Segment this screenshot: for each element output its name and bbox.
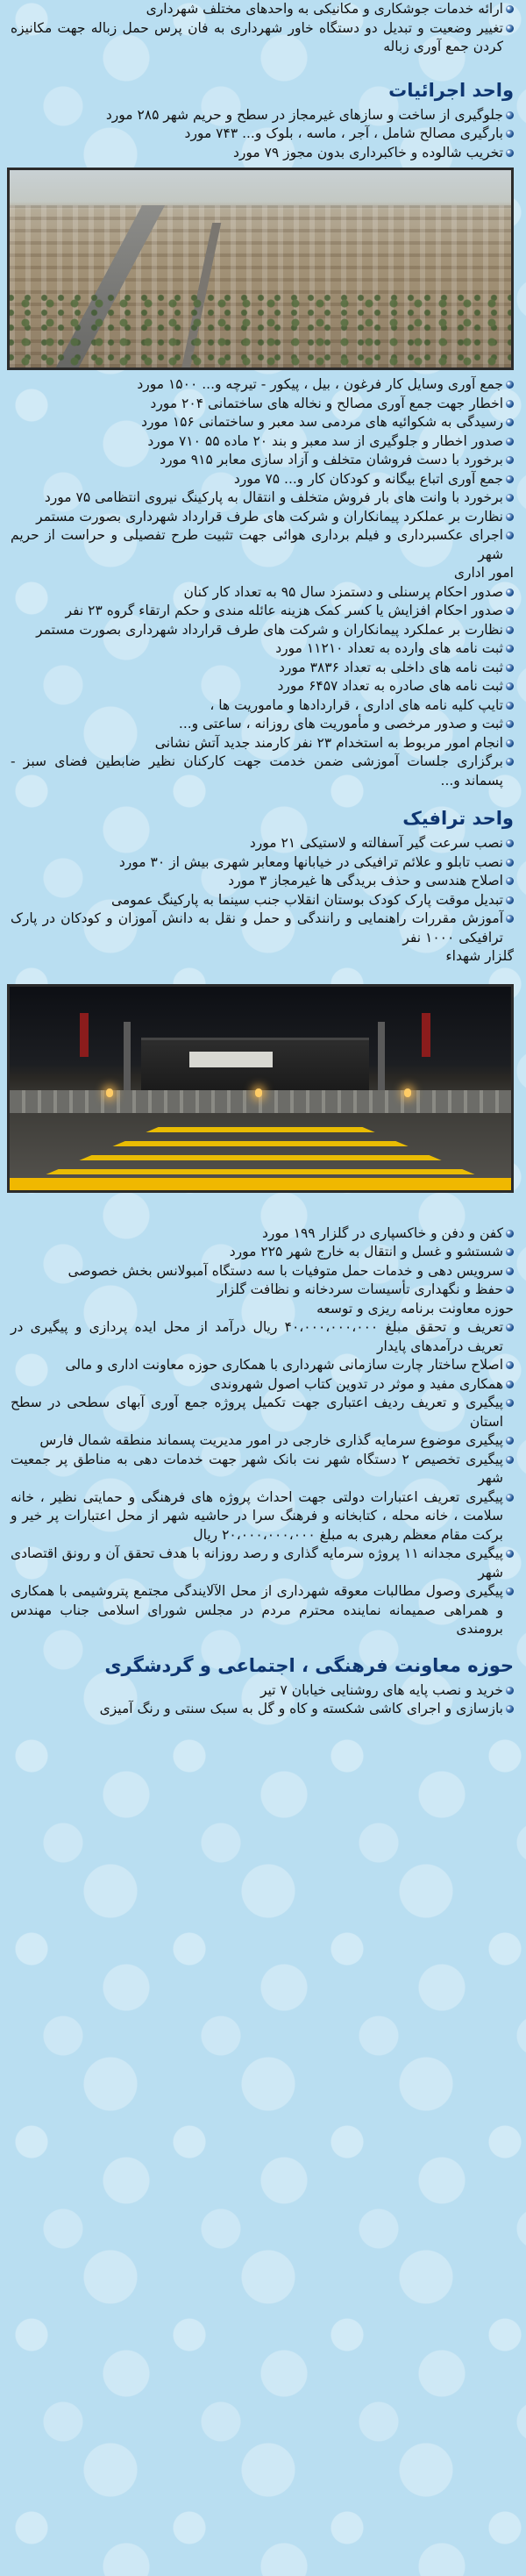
enforcement-list — [11, 375, 514, 564]
list-item: جلوگیری از ساخت و سازهای غیرمجاز در سطح و حریم شهر ۲۸۵ مورد — [11, 106, 514, 125]
list-item: پیگیری وصول مطالبات معوقه شهرداری از محل الآلایندگی مجتمع پتروشیمی با همکاری و همراهی صمیمانه نماینده محترم مردم در مجلس شورای اسلامی جناب مهندس برومندی — [11, 1582, 514, 1639]
list-item: برخورد با دست فروشان متخلف و آزاد سازی معابر ۹۱۵ مورد — [11, 451, 514, 470]
service-list — [11, 0, 514, 57]
list-item: ثبت نامه های صادره به تعداد ۶۴۵۷ مورد — [11, 677, 514, 696]
list-item: ثبت نامه های وارده به تعداد ۱۱۲۱۰ مورد — [11, 639, 514, 659]
list-item: پیگیری تعریف اعتبارات دولتی جهت احداث پروژه های فرهنگی و حمایتی نظیر ، خانه سلامت ، خانه محله ، کتابخانه و فرهنگ سرا در حاشیه شهر از محل اعتبارات پر خیر و برکت مقام معظم رهبری به مبلغ ۲۰،۰۰۰،۰۰۰،۰۰۰ ریال — [11, 1488, 514, 1545]
list-item: تخریب شالوده و خاکبرداری بدون مجوز ۷۹ مورد — [11, 144, 514, 163]
enforcement-list-top — [11, 106, 514, 163]
list-item: پیگیری و تعریف ردیف اعتباری جهت تکمیل پروژه جمع آوری آبهای سطحی در سطح استان — [11, 1394, 514, 1431]
list-item: حفظ و نگهداری تأسیسات سردخانه و نظافت گلزار — [11, 1281, 514, 1300]
planning-subheading: حوزه معاونت برنامه ریزی و توسعه — [316, 1300, 514, 1317]
list-item: پیگیری موضوع سرمایه گذاری خارجی در امور مدیریت پسماند منطقه شمال فارس — [11, 1431, 514, 1451]
traffic-list — [11, 834, 514, 947]
list-item: جمع آوری اتباع بیگانه و کودکان کار و... ۷۵ مورد — [11, 470, 514, 489]
list-item: نظارت بر عملکرد پیمانکاران و شرکت های طرف قرارداد شهرداری بصورت مستمر — [11, 621, 514, 640]
aerial-city-photo — [7, 168, 514, 370]
list-item: برگزاری جلسات آموزشی ضمن خدمت جهت کارکنان نظیر ضابطین فضای سبز - پسماند و... — [11, 753, 514, 790]
planning-list — [11, 1318, 514, 1639]
list-item: صدور اخطار و جلوگیری از سد معبر و بند ۲۰ ماده ۵۵ ۷۱۰ مورد — [11, 432, 514, 452]
list-item: اصلاح ساختار چارت سازمانی شهرداری با همکاری حوزه معاونت اداری و مالی — [11, 1356, 514, 1375]
list-item: صدور احکام پرسنلی و دستمزد سال ۹۵ به تعداد کار کنان — [11, 583, 514, 603]
list-item: انجام امور مربوط به استخدام ۲۳ نفر کارمند جدید آتش نشانی — [11, 734, 514, 753]
list-item: رسیدگی به شکوائیه های مردمی سد معبر و ساختمانی ۱۵۶ مورد — [11, 413, 514, 432]
list-item: جمع آوری وسایل کار فرغون ، بیل ، پیکور - تیرچه و... ۱۵۰۰ مورد — [11, 375, 514, 395]
list-item: بازسازی و اجرای کاشی شکسته و کاه و گل به سبک سنتی و رنگ آمیزی — [11, 1700, 514, 1719]
section-heading-culture: حوزه معاونت فرهنگی ، اجتماعی و گردشگری — [104, 1654, 514, 1676]
section-heading-traffic: واحد ترافیک — [402, 808, 514, 829]
list-item: اصلاح هندسی و حذف بریدگی ها غیرمجاز ۳ مورد — [11, 872, 514, 891]
list-item: پیگیری مجدانه ۱۱ پروژه سرمایه گذاری و رصد روزانه با هدف تحقق آن و رونق اقتصادی شهر — [11, 1545, 514, 1582]
crosswalk-night-photo — [7, 984, 514, 1193]
list-item: بارگیری مصالح شامل ، آجر ، ماسه ، بلوک و... ۷۴۳ مورد — [11, 125, 514, 144]
golzar-subheading: گلزار شهداء — [445, 948, 514, 964]
golzar-list — [11, 1224, 514, 1300]
list-item: اخطار جهت جمع آوری مصالح و نخاله های ساختمانی ۲۰۴ مورد — [11, 395, 514, 414]
list-item: نصب تابلو و علائم ترافیکی در خیابانها ومعابر شهری بیش از ۳۰ مورد — [11, 853, 514, 873]
list-item: نظارت بر عملکرد پیمانکاران و شرکت های طرف قرارداد شهرداری بصورت مستمر — [11, 508, 514, 527]
list-item: شستشو و غسل و انتقال به خارج شهر ۲۲۵ مورد — [11, 1243, 514, 1262]
section-heading-enforcement: واحد اجرائیات — [388, 79, 514, 101]
admin-subheading: امور اداری — [453, 565, 514, 581]
list-item: خرید و نصب پایه های روشنایی خیابان ۷ تیر — [11, 1681, 514, 1701]
list-item: سرویس دهی و خدمات حمل متوفیات با سه دستگاه آمبولانس بخش خصوصی — [11, 1262, 514, 1281]
list-item: ارائه خدمات جوشکاری و مکانیکی به واحدهای مختلف شهرداری — [11, 0, 514, 19]
list-item: برخورد با وانت های بار فروش متخلف و انتقال به پارکینگ نیروی انتظامی ۷۵ مورد — [11, 489, 514, 508]
culture-list — [11, 1681, 514, 1719]
list-item: کفن و دفن و خاکسپاری در گلزار ۱۹۹ مورد — [11, 1224, 514, 1244]
list-item: تایپ کلیه نامه های اداری ، قراردادها و ماموریت ها ، — [11, 696, 514, 716]
admin-list — [11, 583, 514, 791]
list-item: همکاری مفید و موثر در تدوین کتاب اصول شهروندی — [11, 1375, 514, 1395]
list-item: صدور احکام افزایش یا کسر کمک هزینه عائله مندی و حکم ارتقاء گروه ۲۳ نفر — [11, 602, 514, 621]
list-item: آموزش مقررات راهنمایی و رانندگی و حمل و نقل به دانش آموزان و کودکان در پارک ترافیکی ۱۰۰۰ نفر — [11, 910, 514, 947]
list-item: ثبت و صدور مرخصی و مأموریت های روزانه ، ساعتی و... — [11, 715, 514, 734]
list-item: ثبت نامه های داخلی به تعداد ۳۸۳۶ مورد — [11, 659, 514, 678]
list-item: پیگیری تخصیص ۲ دستگاه شهر نت بانک شهر جهت خدمات دهی به مناطق پر جمعیت شهر — [11, 1451, 514, 1488]
list-item: اجرای عکسبرداری و فیلم برداری هوائی جهت تثبیت طرح تفصیلی و حراست از حریم شهر — [11, 526, 514, 564]
list-item: تغییر وضعیت و تبدیل دو دستگاه خاور شهرداری به فان پرس حمل زباله جهت مکانیزه کردن جمع آوری زباله — [11, 19, 514, 57]
list-item: تعریف و تحقق مبلغ ۴۰،۰۰۰،۰۰۰،۰۰۰ ریال درآمد از محل ایده پردازی و پیگیری در تعریف درآمدهای پایدار — [11, 1318, 514, 1356]
list-item: تبدیل موقت پارک کودک بوستان انقلاب جنب سینما به پارکینگ عمومی — [11, 891, 514, 910]
list-item: نصب سرعت گیر آسفالته و لاستیکی ۲۱ مورد — [11, 834, 514, 853]
